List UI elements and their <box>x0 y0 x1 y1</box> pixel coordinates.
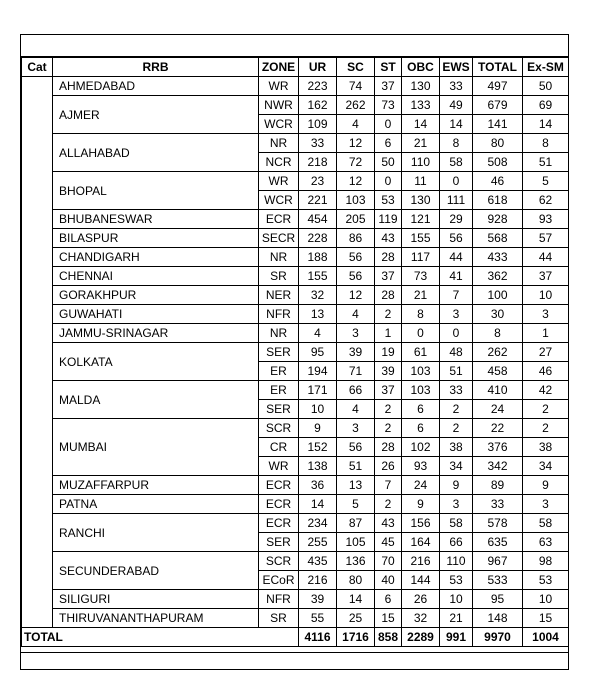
value-cell: 6 <box>402 400 440 419</box>
column-header: Ex-SM <box>523 58 569 77</box>
value-cell: 56 <box>337 267 375 286</box>
zone-cell: SER <box>259 533 299 552</box>
table-row <box>22 286 569 305</box>
value-cell: 37 <box>523 267 569 286</box>
value-cell: 9 <box>440 476 473 495</box>
zone-cell: WR <box>259 457 299 476</box>
value-cell: 221 <box>299 191 337 210</box>
value-cell: 14 <box>523 115 569 134</box>
value-cell: 100 <box>473 286 523 305</box>
value-cell: 21 <box>402 286 440 305</box>
rrb-name: SILIGURI <box>53 590 259 609</box>
cat-cell <box>22 77 53 628</box>
header-row <box>22 58 569 77</box>
value-cell: 0 <box>440 172 473 191</box>
value-cell: 33 <box>299 134 337 153</box>
value-cell: 6 <box>375 134 402 153</box>
value-cell: 4 <box>299 324 337 343</box>
rrb-name: THIRUVANANTHAPURAM <box>53 609 259 628</box>
value-cell: 218 <box>299 153 337 172</box>
value-cell: 62 <box>523 191 569 210</box>
table-row <box>22 134 569 153</box>
value-cell: 93 <box>523 210 569 229</box>
total-value: 2289 <box>402 628 440 647</box>
column-header: OBC <box>402 58 440 77</box>
value-cell: 50 <box>375 153 402 172</box>
rrb-name: CHANDIGARH <box>53 248 259 267</box>
value-cell: 8 <box>523 134 569 153</box>
value-cell: 9 <box>299 419 337 438</box>
table-row <box>22 343 569 362</box>
value-cell: 130 <box>402 191 440 210</box>
value-cell: 4 <box>337 400 375 419</box>
value-cell: 234 <box>299 514 337 533</box>
value-cell: 56 <box>337 438 375 457</box>
value-cell: 57 <box>523 229 569 248</box>
total-value: 1004 <box>523 628 569 647</box>
value-cell: 24 <box>473 400 523 419</box>
value-cell: 43 <box>375 514 402 533</box>
value-cell: 56 <box>440 229 473 248</box>
value-cell: 12 <box>337 286 375 305</box>
value-cell: 46 <box>473 172 523 191</box>
value-cell: 34 <box>523 457 569 476</box>
value-cell: 32 <box>299 286 337 305</box>
value-cell: 28 <box>375 248 402 267</box>
value-cell: 458 <box>473 362 523 381</box>
value-cell: 6 <box>375 590 402 609</box>
value-cell: 5 <box>337 495 375 514</box>
value-cell: 155 <box>402 229 440 248</box>
value-cell: 44 <box>440 248 473 267</box>
value-cell: 0 <box>375 115 402 134</box>
rrb-name: GUWAHATI <box>53 305 259 324</box>
value-cell: 1 <box>523 324 569 343</box>
zone-cell: SCR <box>259 552 299 571</box>
value-cell: 73 <box>402 267 440 286</box>
value-cell: 39 <box>299 590 337 609</box>
zone-cell: NCR <box>259 153 299 172</box>
value-cell: 130 <box>402 77 440 96</box>
value-cell: 3 <box>440 495 473 514</box>
value-cell: 8 <box>473 324 523 343</box>
value-cell: 119 <box>375 210 402 229</box>
value-cell: 38 <box>523 438 569 457</box>
column-header: RRB <box>53 58 259 77</box>
value-cell: 2 <box>523 400 569 419</box>
value-cell: 58 <box>440 514 473 533</box>
value-cell: 10 <box>299 400 337 419</box>
zone-cell: SR <box>259 609 299 628</box>
value-cell: 152 <box>299 438 337 457</box>
value-cell: 3 <box>440 305 473 324</box>
value-cell: 43 <box>375 229 402 248</box>
column-header: ST <box>375 58 402 77</box>
zone-cell: NR <box>259 248 299 267</box>
value-cell: 36 <box>299 476 337 495</box>
zone-cell: WR <box>259 77 299 96</box>
value-cell: 679 <box>473 96 523 115</box>
value-cell: 37 <box>375 381 402 400</box>
value-cell: 110 <box>402 153 440 172</box>
value-cell: 66 <box>337 381 375 400</box>
zone-cell: ER <box>259 381 299 400</box>
value-cell: 21 <box>440 609 473 628</box>
value-cell: 37 <box>375 267 402 286</box>
value-cell: 33 <box>440 77 473 96</box>
value-cell: 435 <box>299 552 337 571</box>
table-row <box>22 324 569 343</box>
value-cell: 69 <box>523 96 569 115</box>
rrb-name: JAMMU-SRINAGAR <box>53 324 259 343</box>
value-cell: 14 <box>337 590 375 609</box>
value-cell: 110 <box>440 552 473 571</box>
value-cell: 2 <box>375 419 402 438</box>
table-row <box>22 248 569 267</box>
value-cell: 2 <box>440 400 473 419</box>
table-bottom-bar <box>20 652 569 670</box>
value-cell: 9 <box>523 476 569 495</box>
zone-cell: ER <box>259 362 299 381</box>
value-cell: 41 <box>440 267 473 286</box>
zone-cell: NR <box>259 324 299 343</box>
value-cell: 2 <box>440 419 473 438</box>
rrb-name: GORAKHPUR <box>53 286 259 305</box>
value-cell: 0 <box>402 324 440 343</box>
value-cell: 205 <box>337 210 375 229</box>
value-cell: 162 <box>299 96 337 115</box>
table-row <box>22 96 569 115</box>
value-cell: 50 <box>523 77 569 96</box>
value-cell: 63 <box>523 533 569 552</box>
value-cell: 0 <box>375 172 402 191</box>
value-cell: 4 <box>337 305 375 324</box>
value-cell: 433 <box>473 248 523 267</box>
zone-cell: SER <box>259 400 299 419</box>
value-cell: 55 <box>299 609 337 628</box>
rrb-name: MUZAFFARPUR <box>53 476 259 495</box>
rrb-name: BHUBANESWAR <box>53 210 259 229</box>
value-cell: 33 <box>440 381 473 400</box>
value-cell: 33 <box>473 495 523 514</box>
value-cell: 568 <box>473 229 523 248</box>
value-cell: 58 <box>523 514 569 533</box>
value-cell: 141 <box>473 115 523 134</box>
value-cell: 48 <box>440 343 473 362</box>
value-cell: 3 <box>337 419 375 438</box>
value-cell: 56 <box>337 248 375 267</box>
value-cell: 4 <box>337 115 375 134</box>
table-row <box>22 552 569 571</box>
value-cell: 1 <box>375 324 402 343</box>
value-cell: 98 <box>523 552 569 571</box>
rrb-name: AJMER <box>53 96 259 134</box>
value-cell: 71 <box>337 362 375 381</box>
table-row <box>22 495 569 514</box>
value-cell: 144 <box>402 571 440 590</box>
table-row <box>22 172 569 191</box>
value-cell: 111 <box>440 191 473 210</box>
value-cell: 262 <box>337 96 375 115</box>
rrb-name: PATNA <box>53 495 259 514</box>
zone-cell: NR <box>259 134 299 153</box>
rrb-name: MALDA <box>53 381 259 419</box>
value-cell: 29 <box>440 210 473 229</box>
value-cell: 10 <box>440 590 473 609</box>
zone-cell: NFR <box>259 305 299 324</box>
total-value: 9970 <box>473 628 523 647</box>
rrb-name: MUMBAI <box>53 419 259 476</box>
column-header: TOTAL <box>473 58 523 77</box>
rrb-name: SECUNDERABAD <box>53 552 259 590</box>
value-cell: 37 <box>375 77 402 96</box>
table-top-bar <box>20 34 569 57</box>
value-cell: 51 <box>337 457 375 476</box>
value-cell: 188 <box>299 248 337 267</box>
value-cell: 28 <box>375 438 402 457</box>
value-cell: 7 <box>440 286 473 305</box>
table-row <box>22 476 569 495</box>
value-cell: 10 <box>523 590 569 609</box>
value-cell: 928 <box>473 210 523 229</box>
value-cell: 5 <box>523 172 569 191</box>
rrb-name: CHENNAI <box>53 267 259 286</box>
total-value: 1716 <box>337 628 375 647</box>
value-cell: 8 <box>402 305 440 324</box>
rrb-name: RANCHI <box>53 514 259 552</box>
value-cell: 53 <box>440 571 473 590</box>
value-cell: 133 <box>402 96 440 115</box>
value-cell: 103 <box>402 362 440 381</box>
table-row <box>22 514 569 533</box>
value-cell: 15 <box>523 609 569 628</box>
column-header: Cat <box>22 58 53 77</box>
value-cell: 95 <box>299 343 337 362</box>
zone-cell: ECR <box>259 514 299 533</box>
value-cell: 42 <box>523 381 569 400</box>
table-row <box>22 590 569 609</box>
rrb-name: BILASPUR <box>53 229 259 248</box>
value-cell: 223 <box>299 77 337 96</box>
value-cell: 103 <box>402 381 440 400</box>
zone-cell: WCR <box>259 191 299 210</box>
value-cell: 148 <box>473 609 523 628</box>
value-cell: 80 <box>337 571 375 590</box>
value-cell: 25 <box>337 609 375 628</box>
zone-cell: ECoR <box>259 571 299 590</box>
value-cell: 51 <box>440 362 473 381</box>
value-cell: 2 <box>375 400 402 419</box>
rrb-name: BHOPAL <box>53 172 259 210</box>
zone-cell: WCR <box>259 115 299 134</box>
rrb-name: ALLAHABAD <box>53 134 259 172</box>
value-cell: 3 <box>337 324 375 343</box>
value-cell: 967 <box>473 552 523 571</box>
value-cell: 105 <box>337 533 375 552</box>
total-value: 4116 <box>299 628 337 647</box>
value-cell: 618 <box>473 191 523 210</box>
value-cell: 342 <box>473 457 523 476</box>
value-cell: 26 <box>375 457 402 476</box>
value-cell: 117 <box>402 248 440 267</box>
value-cell: 262 <box>473 343 523 362</box>
value-cell: 156 <box>402 514 440 533</box>
value-cell: 164 <box>402 533 440 552</box>
value-cell: 3 <box>523 495 569 514</box>
value-cell: 362 <box>473 267 523 286</box>
value-cell: 11 <box>402 172 440 191</box>
table-row <box>22 419 569 438</box>
value-cell: 22 <box>473 419 523 438</box>
zone-cell: SR <box>259 267 299 286</box>
rrb-name: KOLKATA <box>53 343 259 381</box>
zone-cell: SECR <box>259 229 299 248</box>
value-cell: 74 <box>337 77 375 96</box>
value-cell: 93 <box>402 457 440 476</box>
value-cell: 72 <box>337 153 375 172</box>
value-cell: 19 <box>375 343 402 362</box>
zone-cell: ECR <box>259 495 299 514</box>
total-label: TOTAL <box>22 628 299 647</box>
value-cell: 171 <box>299 381 337 400</box>
value-cell: 27 <box>523 343 569 362</box>
value-cell: 87 <box>337 514 375 533</box>
value-cell: 53 <box>523 571 569 590</box>
value-cell: 9 <box>402 495 440 514</box>
value-cell: 7 <box>375 476 402 495</box>
value-cell: 51 <box>523 153 569 172</box>
value-cell: 34 <box>440 457 473 476</box>
value-cell: 89 <box>473 476 523 495</box>
table-row <box>22 210 569 229</box>
zone-cell: ECR <box>259 476 299 495</box>
value-cell: 26 <box>402 590 440 609</box>
total-value: 858 <box>375 628 402 647</box>
value-cell: 578 <box>473 514 523 533</box>
value-cell: 12 <box>337 172 375 191</box>
value-cell: 66 <box>440 533 473 552</box>
zone-cell: SCR <box>259 419 299 438</box>
value-cell: 10 <box>523 286 569 305</box>
value-cell: 497 <box>473 77 523 96</box>
total-value: 991 <box>440 628 473 647</box>
value-cell: 61 <box>402 343 440 362</box>
value-cell: 38 <box>440 438 473 457</box>
vacancy-table <box>21 57 569 647</box>
value-cell: 194 <box>299 362 337 381</box>
value-cell: 216 <box>299 571 337 590</box>
table-row <box>22 305 569 324</box>
value-cell: 49 <box>440 96 473 115</box>
column-header: EWS <box>440 58 473 77</box>
value-cell: 155 <box>299 267 337 286</box>
value-cell: 216 <box>402 552 440 571</box>
value-cell: 228 <box>299 229 337 248</box>
value-cell: 39 <box>337 343 375 362</box>
value-cell: 46 <box>523 362 569 381</box>
value-cell: 635 <box>473 533 523 552</box>
value-cell: 376 <box>473 438 523 457</box>
column-header: UR <box>299 58 337 77</box>
table-row <box>22 77 569 96</box>
zone-cell: WR <box>259 172 299 191</box>
value-cell: 15 <box>375 609 402 628</box>
value-cell: 136 <box>337 552 375 571</box>
table-row <box>22 267 569 286</box>
value-cell: 8 <box>440 134 473 153</box>
table-row <box>22 229 569 248</box>
value-cell: 2 <box>375 305 402 324</box>
table-row <box>22 609 569 628</box>
value-cell: 14 <box>440 115 473 134</box>
value-cell: 255 <box>299 533 337 552</box>
value-cell: 21 <box>402 134 440 153</box>
value-cell: 30 <box>473 305 523 324</box>
value-cell: 13 <box>299 305 337 324</box>
value-cell: 28 <box>375 286 402 305</box>
value-cell: 533 <box>473 571 523 590</box>
value-cell: 80 <box>473 134 523 153</box>
value-cell: 14 <box>299 495 337 514</box>
total-row <box>22 628 569 647</box>
value-cell: 58 <box>440 153 473 172</box>
value-cell: 95 <box>473 590 523 609</box>
value-cell: 109 <box>299 115 337 134</box>
zone-cell: SER <box>259 343 299 362</box>
value-cell: 73 <box>375 96 402 115</box>
zone-cell: ECR <box>259 210 299 229</box>
zone-cell: NER <box>259 286 299 305</box>
value-cell: 40 <box>375 571 402 590</box>
value-cell: 12 <box>337 134 375 153</box>
rrb-name: AHMEDABAD <box>53 77 259 96</box>
value-cell: 32 <box>402 609 440 628</box>
value-cell: 44 <box>523 248 569 267</box>
value-cell: 0 <box>440 324 473 343</box>
value-cell: 3 <box>523 305 569 324</box>
column-header: SC <box>337 58 375 77</box>
value-cell: 23 <box>299 172 337 191</box>
zone-cell: CR <box>259 438 299 457</box>
value-cell: 39 <box>375 362 402 381</box>
value-cell: 103 <box>337 191 375 210</box>
value-cell: 138 <box>299 457 337 476</box>
value-cell: 45 <box>375 533 402 552</box>
value-cell: 454 <box>299 210 337 229</box>
value-cell: 86 <box>337 229 375 248</box>
value-cell: 2 <box>375 495 402 514</box>
value-cell: 2 <box>523 419 569 438</box>
value-cell: 70 <box>375 552 402 571</box>
value-cell: 24 <box>402 476 440 495</box>
value-cell: 121 <box>402 210 440 229</box>
value-cell: 53 <box>375 191 402 210</box>
zone-cell: NFR <box>259 590 299 609</box>
table-row <box>22 381 569 400</box>
value-cell: 102 <box>402 438 440 457</box>
zone-cell: NWR <box>259 96 299 115</box>
value-cell: 508 <box>473 153 523 172</box>
column-header: ZONE <box>259 58 299 77</box>
value-cell: 6 <box>402 419 440 438</box>
value-cell: 410 <box>473 381 523 400</box>
value-cell: 13 <box>337 476 375 495</box>
value-cell: 14 <box>402 115 440 134</box>
